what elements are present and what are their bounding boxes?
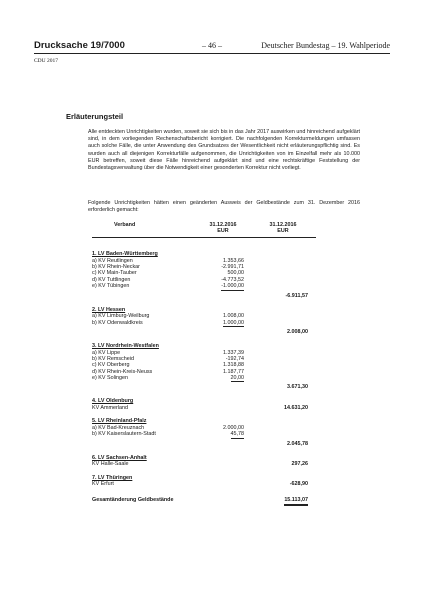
page-header xyxy=(34,40,390,54)
grand-total-label: Gesamtänderung Geldbestände xyxy=(92,496,174,503)
section-total: 297,26 xyxy=(291,461,308,468)
table-row: b) KV Odenwaldkreis 1.000,00 xyxy=(92,319,244,326)
section-oldenburg xyxy=(92,398,316,411)
table-row: c) KV Oberberg 1.318,88 xyxy=(92,362,244,369)
section-sachsen-anhalt xyxy=(92,455,316,468)
section-total: 3.671,30 xyxy=(287,384,308,391)
column-header-total: 31.12.2016 EUR xyxy=(269,222,297,235)
column-header-verband: Verband xyxy=(114,222,136,228)
page-number: – 46 – xyxy=(202,41,222,50)
table-row: KV Halle-Saale 297,26 xyxy=(92,461,308,468)
section-total: -628,90 xyxy=(289,481,308,488)
party-year-label: CDU 2017 xyxy=(34,58,58,64)
section-heading: 3. LV Nordrhein-Westfalen xyxy=(92,342,159,349)
grand-total-row xyxy=(92,496,316,506)
table-row: b) KV Kaiserslautern-Stadt 45,78 xyxy=(92,431,244,438)
table-row: e) KV Tübingen -1.000,00 xyxy=(92,283,244,290)
section-baden-wuerttemberg xyxy=(92,251,316,300)
section-heading: 2. LV Hessen xyxy=(92,306,126,313)
table-row: a) KV Bad-Kreuznach 2.000,00 xyxy=(92,425,244,432)
section-heading: 6. LV Sachsen-Anhalt xyxy=(92,454,147,461)
section-total: 14.631,20 xyxy=(284,405,308,412)
table-row: b) KV Rhein-Neckar -2.991,71 xyxy=(92,263,244,270)
section-title: Erläuterungsteil xyxy=(66,112,124,121)
header-rule xyxy=(34,53,390,54)
table-row: a) KV Limburg-Weilburg 1.008,00 xyxy=(92,313,244,320)
section-rheinland-pfalz xyxy=(92,418,316,447)
section-total: -6.911,57 xyxy=(285,292,308,299)
grand-total-value: 15.113,07 xyxy=(284,496,308,506)
section-thueringen xyxy=(92,475,316,488)
section-heading: 4. LV Oldenburg xyxy=(92,398,134,405)
section-heading: 1. LV Baden-Württemberg xyxy=(92,251,158,257)
table-row: KV Ammerland 14.631,20 xyxy=(92,405,308,412)
paragraph-lead: Folgende Unrichtigkeiten hätten einen geänderten Ausweis der Geldbestände zum 31. Dezember 2016 erforderlich gemacht: xyxy=(88,200,360,214)
section-nordrhein-westfalen xyxy=(92,343,316,392)
section-heading: 5. LV Rheinland-Pfalz xyxy=(92,418,147,425)
table-row: d) KV Tuttlingen -4.773,52 xyxy=(92,276,244,283)
table-row: a) KV Lippe 1.337,39 xyxy=(92,349,244,356)
table-row: KV Erfurt -628,90 xyxy=(92,481,308,488)
section-hessen xyxy=(92,307,316,336)
table-row: b) KV Remscheid -192,74 xyxy=(92,355,244,362)
section-total: 2.008,00 xyxy=(287,328,308,335)
paragraph-intro: Alle entdeckten Unrichtigkeiten wurden, soweit sie sich bis in das Jahr 2017 auswirken und hinreichend aufgeklärt sind, in dem vorliegenden Rechenschaftsbericht korrigiert. Die nachfolgenden Korrekturmeldungen umfassen auch solche Fälle, die unter Anwendung des Grundsatzes der Wesentlichkeit nicht erläuterungspflichtig sind. Es wurden auch all diejenigen Korrekturfälle aufgenommen, die Unrichtigkeiten von im Einzelfall mehr als 10.000 EUR betreffen, soweit diese Fälle hinreichend aufgeklärt sind und eine rechtskräftige Feststellung der Bundestagsverwaltung über die Notwendigkeit einer gesonderten Korrektur nicht vorliegt. xyxy=(88,129,360,172)
table-row: c) KV Main-Tauber 500,00 xyxy=(92,270,244,277)
table-header xyxy=(92,222,316,244)
document-number: Drucksache 19/7000 xyxy=(34,40,125,51)
table-row: d) KV Rhein-Kreis-Neuss 1.187,77 xyxy=(92,368,244,375)
column-header-individual: 31.12.2016 EUR xyxy=(209,222,237,235)
header-underline xyxy=(92,237,316,238)
section-heading: 7. LV Thüringen xyxy=(92,474,133,481)
corrections-table xyxy=(92,222,316,506)
parliament-period: Deutscher Bundestag – 19. Wahlperiode xyxy=(261,41,390,50)
table-row: a) KV Reutlingen 1.353,66 xyxy=(92,257,244,264)
table-row: e) KV Solingen 20,00 xyxy=(92,375,244,382)
section-total: 2.045,78 xyxy=(287,440,308,447)
